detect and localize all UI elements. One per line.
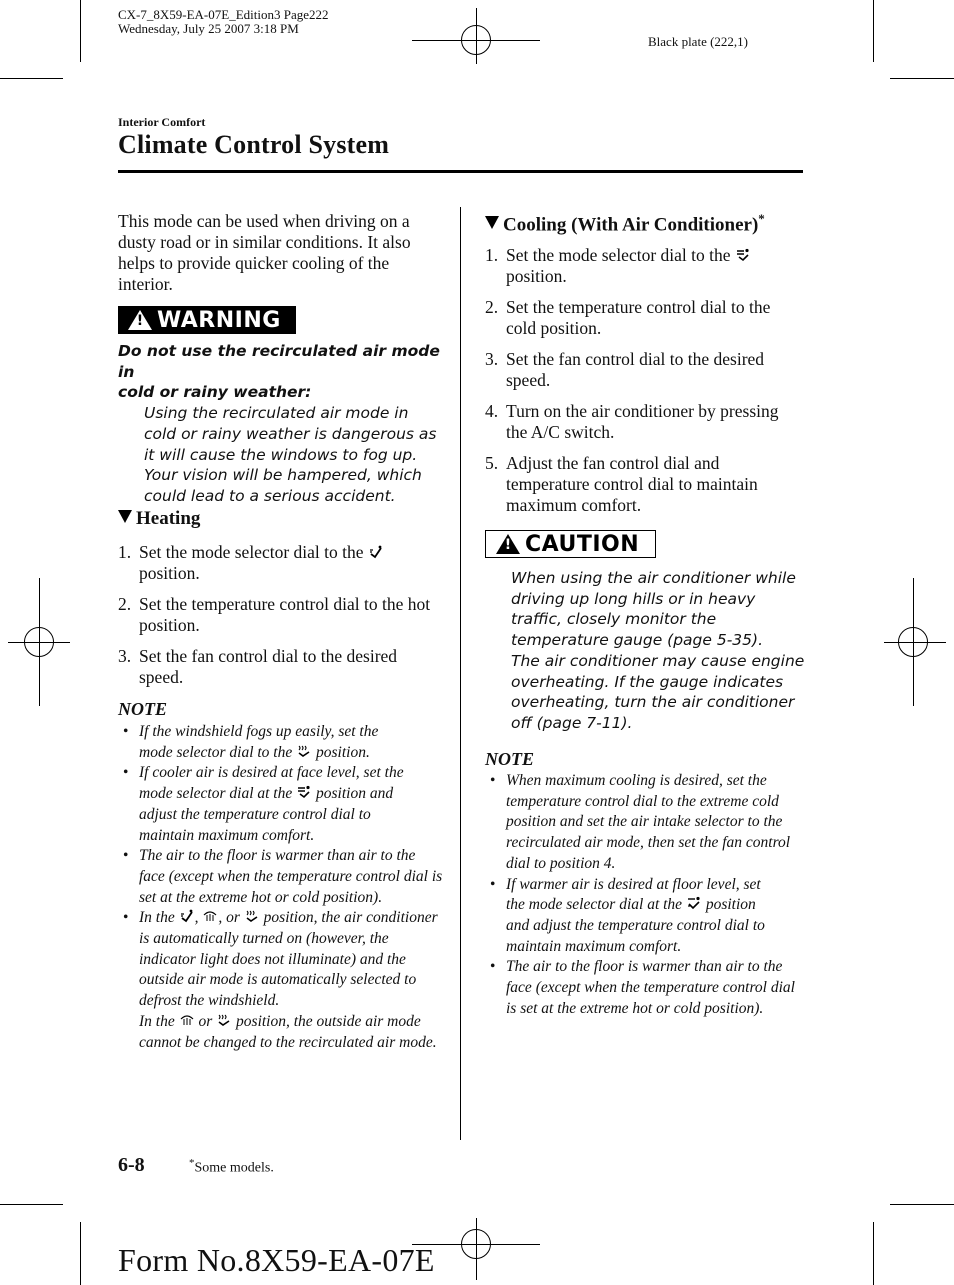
note-text: , or	[218, 909, 240, 927]
footnote-marker: *	[758, 211, 765, 226]
crop-mark	[80, 1222, 81, 1285]
footnote	[189, 1157, 274, 1177]
list-item	[485, 401, 803, 443]
crop-mark	[890, 78, 954, 79]
caution-line: traffic, closely monitor the	[511, 610, 717, 629]
cooling-steps	[485, 245, 803, 526]
print-timestamp: Wednesday, July 25 2007 3:18 PM	[118, 21, 299, 36]
note-text: position, the outside air	[236, 1012, 384, 1030]
list-item	[485, 349, 803, 391]
triangle-icon	[485, 216, 499, 229]
list-item	[118, 594, 438, 636]
step-text: Adjust the fan control dial and temperature control dial to maintain maximum comfort.	[506, 453, 758, 515]
caution-line: overheating. If the gauge indicates	[511, 672, 784, 691]
note-item	[485, 957, 805, 1019]
crop-mark	[0, 78, 63, 79]
crop-mark	[80, 0, 81, 62]
caution-line: off (page 7-11).	[511, 713, 633, 732]
section-label: Interior Comfort	[118, 115, 206, 129]
crop-mark	[873, 1222, 874, 1285]
print-job-info	[118, 8, 329, 36]
note-text: mode selector dial at the	[139, 785, 293, 803]
note-item	[485, 771, 805, 875]
warning-line: Your vision will be hampered, which	[144, 466, 422, 485]
crop-mark	[873, 0, 874, 62]
caution-line: The air conditioner may cause engine	[511, 651, 805, 670]
step-text: Set the mode selector dial to the	[139, 542, 364, 562]
list-item	[118, 646, 438, 688]
column-divider	[460, 207, 461, 1140]
note-heading: NOTE	[118, 699, 167, 719]
warning-lead: cold or rainy weather:	[118, 383, 312, 402]
step-text: Set the fan control dial to the desired speed.	[139, 646, 398, 687]
intro-paragraph: This mode can be used when driving on a dusty road or in similar conditions. It also helps to provide quicker cooling of the interior.	[118, 211, 411, 294]
floor-mode-icon	[179, 909, 195, 923]
step-text: Set the mode selector dial to the	[506, 245, 731, 265]
heating-heading	[118, 508, 200, 530]
crop-mark	[0, 1204, 63, 1205]
heating-steps	[118, 542, 438, 698]
note-text: position and	[316, 785, 394, 803]
note-item	[485, 875, 805, 958]
face-mode-icon	[735, 248, 751, 262]
bullet-icon: •	[123, 723, 129, 740]
note-text: position.	[316, 743, 370, 761]
note-text: If warmer air is desired at floor level, set	[506, 875, 761, 893]
footnote-text: Some models.	[194, 1160, 274, 1176]
defrost-icon	[179, 1013, 195, 1027]
note-item	[118, 908, 443, 1053]
page-number: 6-8	[118, 1154, 145, 1176]
defrost-icon	[202, 909, 218, 923]
step-text: position.	[139, 563, 200, 583]
note-text: mode cannot be changed to the recirculated air mode.	[139, 1012, 437, 1051]
form-number: Form No.8X59-EA-07E	[118, 1242, 435, 1278]
heading-text: Heating	[136, 508, 201, 529]
note-list	[118, 722, 443, 1053]
cooling-heading	[485, 211, 765, 236]
bullet-icon: •	[123, 847, 129, 865]
floor-mode-icon	[368, 545, 384, 559]
bi-level-mode-icon	[686, 896, 702, 910]
bullet-icon: •	[123, 764, 129, 782]
note-text: position	[705, 896, 756, 914]
list-item	[485, 453, 803, 516]
plate-label: Black plate (222,1)	[648, 34, 748, 49]
print-job-line: CX-7_8X59-EA-07E_Edition3 Page222	[118, 7, 329, 22]
note-text: mode selector dial to the	[139, 743, 293, 761]
defrost-floor-icon	[244, 909, 260, 923]
list-item	[118, 542, 438, 584]
bullet-icon: •	[490, 875, 496, 893]
bullet-icon: •	[490, 958, 496, 976]
note-text: The air to the floor is warmer than air to the face (except when the temperature control dial is set at the extreme hot or cold position).	[139, 847, 443, 906]
bullet-icon: •	[123, 909, 129, 927]
warning-icon: !	[128, 310, 152, 330]
note-text: If cooler air is desired at face level, set the	[139, 764, 404, 782]
step-text: Turn on the air conditioner by pressing the A/C switch.	[506, 401, 779, 442]
note-text: The air to the floor is warmer than air to the face (except when the temperature control dial is set at the extreme hot or cold position).	[506, 958, 795, 1017]
list-item	[485, 245, 803, 287]
triangle-icon	[118, 510, 132, 523]
step-text: position.	[506, 266, 567, 286]
note-text: and adjust the temperature control dial to maintain maximum comfort.	[506, 916, 765, 955]
note-text: In the	[139, 1012, 175, 1030]
title-rule	[118, 170, 803, 173]
step-number: 4.	[485, 401, 499, 421]
note-text: or	[198, 1012, 213, 1030]
heading-text: Cooling (With Air Conditioner)	[503, 214, 759, 236]
list-item	[485, 297, 803, 339]
step-text: Set the temperature control dial to the cold position.	[506, 297, 771, 338]
note-text: ,	[194, 909, 199, 927]
note-text: adjust the temperature control dial to	[139, 805, 371, 823]
defrost-floor-icon	[216, 1013, 232, 1027]
note-text: If the windshield fogs up easily, set the	[139, 723, 379, 740]
note-text: In the	[139, 909, 175, 927]
note-item	[118, 763, 443, 846]
warning-line: could lead to a serious accident.	[144, 486, 396, 505]
caution-line: temperature gauge (page 5-35).	[511, 631, 763, 650]
note-list	[485, 771, 805, 1019]
footnote-marker: *	[189, 1157, 195, 1169]
crop-mark	[890, 1204, 954, 1205]
warning-line: cold or rainy weather is dangerous as	[144, 424, 437, 443]
warning-line: it will cause the windows to fog up.	[144, 445, 418, 464]
defrost-floor-icon	[296, 744, 312, 758]
caution-line: overheating, turn the air conditioner	[511, 693, 795, 712]
warning-banner	[118, 306, 296, 334]
note-text: maintain maximum comfort.	[139, 826, 315, 844]
step-number: 1.	[485, 245, 499, 265]
caution-label: CAUTION	[525, 531, 640, 557]
note-text: the mode selector dial at the	[506, 896, 683, 914]
note-text: position, the air	[263, 909, 363, 927]
note-item	[118, 722, 443, 763]
warning-text	[118, 341, 448, 507]
caution-banner	[485, 530, 656, 558]
note-item	[118, 846, 443, 908]
step-number: 1.	[118, 542, 132, 562]
note-text: conditioner is automatically turned on (however, the indicator light does not illuminate) and the outside air mode is automatically selected to defrost the windshield.	[139, 909, 438, 1010]
step-number: 2.	[485, 297, 499, 317]
warning-line: Using the recirculated air mode in	[144, 404, 409, 423]
note-heading: NOTE	[485, 749, 534, 769]
bullet-icon: •	[490, 772, 496, 789]
caution-line: driving up long hills or in heavy	[511, 589, 756, 608]
step-number: 2.	[118, 594, 132, 614]
note-text: When maximum cooling is desired, set the temperature control dial to the extreme cold position and set the air intake selector to the recirculated air mode, then set the fan control dial to position 4.	[506, 772, 791, 872]
page-title: Climate Control System	[118, 130, 390, 159]
step-text: Set the fan control dial to the desired speed.	[506, 349, 765, 390]
step-number: 3.	[485, 349, 499, 369]
step-text: Set the temperature control dial to the hot position.	[139, 594, 431, 635]
caution-line: When using the air conditioner while	[511, 569, 796, 587]
warning-label: WARNING	[157, 307, 281, 333]
face-mode-icon	[296, 785, 312, 799]
caution-icon: !	[496, 534, 520, 554]
step-number: 3.	[118, 646, 132, 666]
warning-lead: Do not use the recirculated air mode in	[118, 342, 440, 381]
step-number: 5.	[485, 453, 499, 473]
caution-text	[511, 568, 811, 734]
